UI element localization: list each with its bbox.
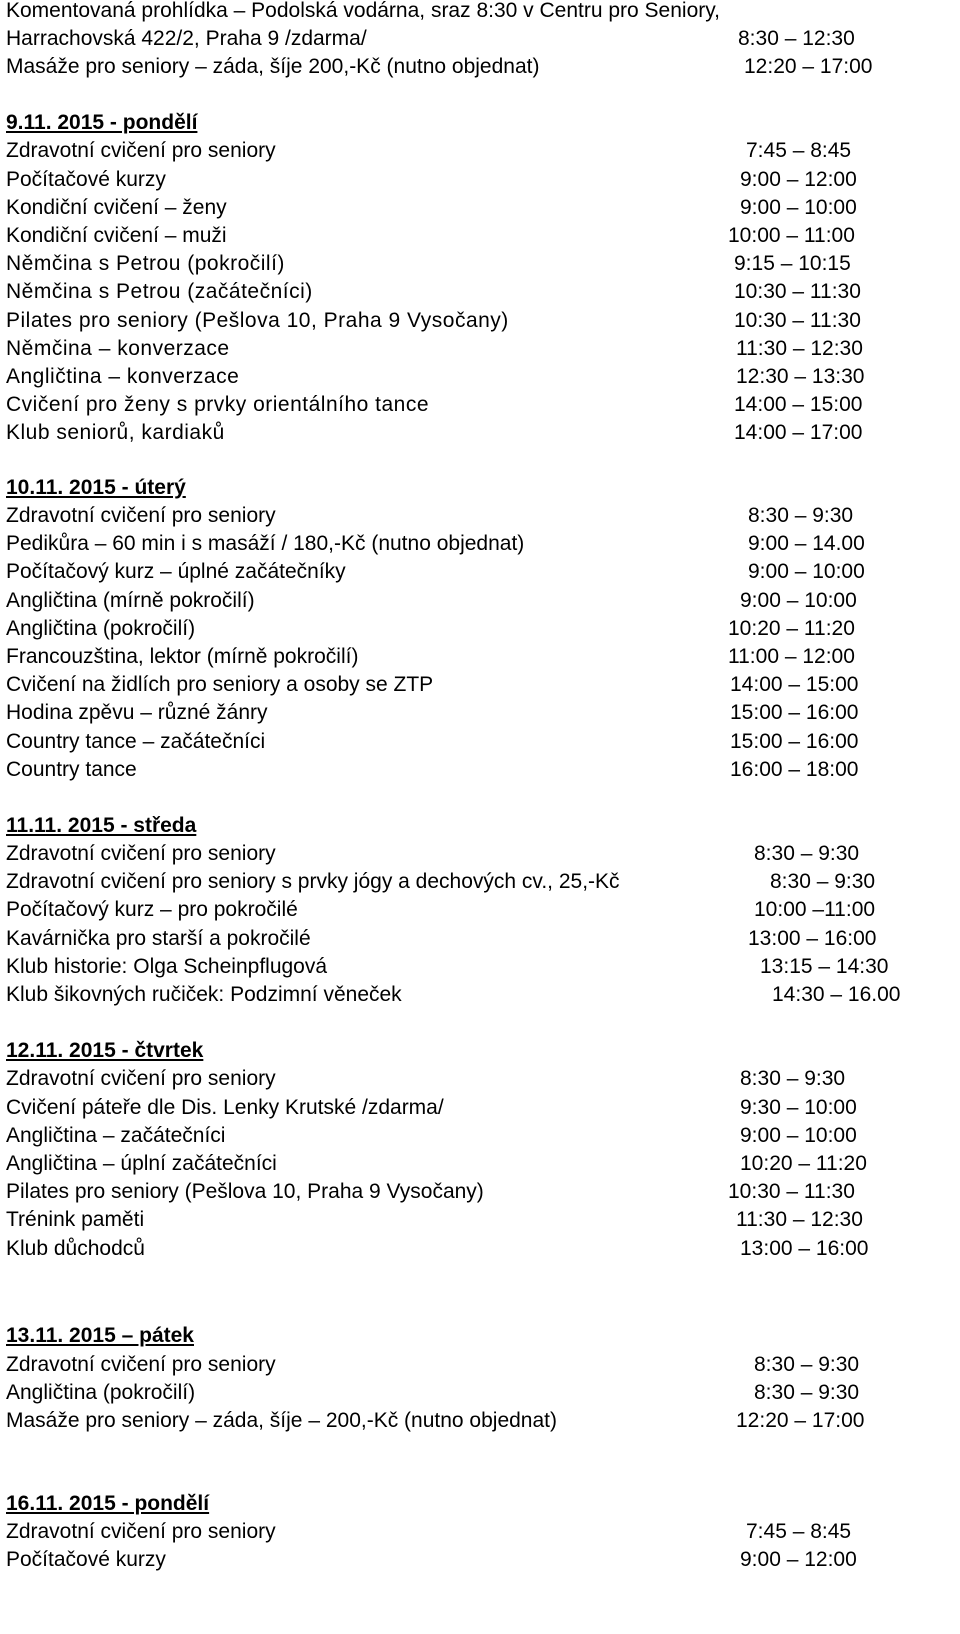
- activity-time: 11:30 – 12:30: [736, 1208, 863, 1231]
- activity-name: Němčina – konverzace: [6, 337, 230, 360]
- activity-name: Country tance – začátečníci: [6, 730, 266, 753]
- activity-time: 15:00 – 16:00: [730, 730, 859, 753]
- activity-time: 10:20 – 11:20: [740, 1152, 867, 1175]
- activity-time: 7:45 – 8:45: [746, 139, 852, 162]
- activity-time: 10:00 –11:00: [754, 898, 876, 921]
- activity-name: Klub historie: Olga Scheinpflugová: [6, 955, 328, 978]
- day-heading: 12.11. 2015 - čtvrtek: [6, 1039, 204, 1062]
- activity-time: 13:00 – 16:00: [748, 927, 877, 950]
- activity-time: 9:00 – 10:00: [740, 1124, 857, 1147]
- activity-name: Kondiční cvičení – ženy: [6, 196, 227, 219]
- activity-time: 12:20 – 17:00: [736, 1409, 865, 1432]
- activity-time: 14:30 – 16.00: [772, 983, 901, 1006]
- activity-name: Trénink paměti: [6, 1208, 145, 1231]
- activity-time: 10:30 – 11:30: [734, 309, 861, 332]
- activity-time: 9:00 – 10:00: [740, 196, 857, 219]
- activity-name: Kondiční cvičení – muži: [6, 224, 227, 247]
- activity-name: Němčina s Petrou (začátečníci): [6, 280, 313, 303]
- activity-time: 14:00 – 15:00: [734, 393, 863, 416]
- activity-name: Pilates pro seniory (Pešlova 10, Praha 9 Vysočany): [6, 1180, 484, 1203]
- activity-time: 7:45 – 8:45: [746, 1520, 852, 1543]
- activity-name: Angličtina (pokročilí): [6, 617, 196, 640]
- day-heading: 9.11. 2015 - pondělí: [6, 111, 198, 134]
- activity-name: Němčina s Petrou (pokročilí): [6, 252, 285, 275]
- activity-time: 9:15 – 10:15: [734, 252, 851, 275]
- activity-time: 8:30 – 9:30: [754, 1381, 860, 1404]
- activity-time: 10:30 – 11:30: [728, 1180, 855, 1203]
- activity-time: 8:30 – 9:30: [754, 1353, 860, 1376]
- activity-time: 10:30 – 11:30: [734, 280, 861, 303]
- activity-name: Počítačový kurz – pro pokročilé: [6, 898, 298, 921]
- activity-time: 15:00 – 16:00: [730, 701, 859, 724]
- day-heading: 11.11. 2015 - středa: [6, 814, 197, 837]
- activity-name: Zdravotní cvičení pro seniory s prvky jógy a dechových cv., 25,-Kč: [6, 870, 620, 893]
- activity-time: 9:00 – 12:00: [740, 1548, 857, 1571]
- activity-time: 9:00 – 14.00: [748, 532, 865, 555]
- activity-time: 8:30 – 9:30: [754, 842, 860, 865]
- intro-line: Komentovaná prohlídka – Podolská vodárna, sraz 8:30 v Centru pro Seniory,: [6, 0, 721, 22]
- activity-time: 14:00 – 17:00: [734, 421, 863, 444]
- activity-name: Angličtina – úplní začátečníci: [6, 1152, 277, 1175]
- day-heading: 10.11. 2015 - úterý: [6, 476, 186, 499]
- day-heading: 13.11. 2015 – pátek: [6, 1324, 194, 1347]
- day-heading: 16.11. 2015 - pondělí: [6, 1492, 210, 1515]
- activity-name: Zdravotní cvičení pro seniory: [6, 1520, 276, 1543]
- activity-time: 9:00 – 12:00: [740, 168, 857, 191]
- activity-time: 8:30 – 9:30: [740, 1067, 846, 1090]
- activity-time: 13:00 – 16:00: [740, 1237, 869, 1260]
- activity-time: 11:30 – 12:30: [736, 337, 863, 360]
- activity-name: Pedikůra – 60 min i s masáží / 180,-Kč (nutno objednat): [6, 532, 525, 555]
- activity-name: Hodina zpěvu – různé žánry: [6, 701, 268, 724]
- activity-name: Zdravotní cvičení pro seniory: [6, 504, 276, 527]
- activity-time: 10:20 – 11:20: [728, 617, 855, 640]
- activity-time: 9:00 – 10:00: [740, 589, 857, 612]
- activity-name: Angličtina (pokročilí): [6, 1381, 196, 1404]
- activity-name: Zdravotní cvičení pro seniory: [6, 139, 276, 162]
- activity-name: Francouzština, lektor (mírně pokročilí): [6, 645, 359, 668]
- activity-time: 13:15 – 14:30: [760, 955, 889, 978]
- activity-name: Pilates pro seniory (Pešlova 10, Praha 9 Vysočany): [6, 309, 509, 332]
- intro-time: 12:20 – 17:00: [744, 55, 873, 78]
- intro-line: Harrachovská 422/2, Praha 9 /zdarma/: [6, 27, 367, 50]
- activity-time: 12:30 – 13:30: [736, 365, 865, 388]
- activity-name: Country tance: [6, 758, 137, 781]
- activity-name: Počítačový kurz – úplné začátečníky: [6, 560, 346, 583]
- activity-name: Počítačové kurzy: [6, 1548, 166, 1571]
- activity-name: Zdravotní cvičení pro seniory: [6, 1067, 276, 1090]
- activity-time: 9:30 – 10:00: [740, 1096, 857, 1119]
- intro-line: Masáže pro seniory – záda, šíje 200,-Kč (nutno objednat): [6, 55, 540, 78]
- activity-name: Kavárnička pro starší a pokročilé: [6, 927, 311, 950]
- activity-name: Cvičení pro ženy s prvky orientálního tance: [6, 393, 430, 416]
- activity-name: Zdravotní cvičení pro seniory: [6, 842, 276, 865]
- activity-name: Klub šikovných ručiček: Podzimní věneček: [6, 983, 402, 1006]
- activity-time: 10:00 – 11:00: [728, 224, 855, 247]
- activity-name: Klub důchodců: [6, 1237, 145, 1260]
- activity-time: 14:00 – 15:00: [730, 673, 859, 696]
- activity-name: Klub seniorů, kardiaků: [6, 421, 225, 444]
- activity-time: 8:30 – 9:30: [770, 870, 876, 893]
- activity-time: 8:30 – 9:30: [748, 504, 854, 527]
- activity-name: Zdravotní cvičení pro seniory: [6, 1353, 276, 1376]
- activity-name: Cvičení na židlích pro seniory a osoby se ZTP: [6, 673, 434, 696]
- activity-name: Cvičení páteře dle Dis. Lenky Krutské /zdarma/: [6, 1096, 444, 1119]
- activity-name: Angličtina (mírně pokročilí): [6, 589, 255, 612]
- activity-time: 9:00 – 10:00: [748, 560, 865, 583]
- activity-time: 16:00 – 18:00: [730, 758, 859, 781]
- activity-time: 11:00 – 12:00: [728, 645, 855, 668]
- activity-name: Angličtina – začátečníci: [6, 1124, 226, 1147]
- activity-name: Angličtina – konverzace: [6, 365, 240, 388]
- activity-name: Počítačové kurzy: [6, 168, 166, 191]
- intro-time: 8:30 – 12:30: [738, 27, 855, 50]
- activity-name: Masáže pro seniory – záda, šíje – 200,-Kč (nutno objednat): [6, 1409, 557, 1432]
